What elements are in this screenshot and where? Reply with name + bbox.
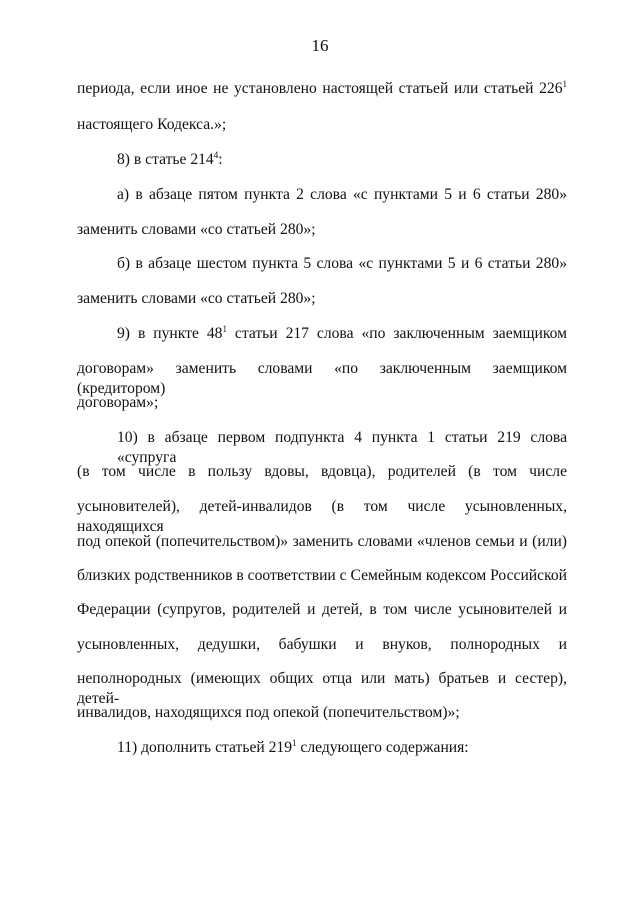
text-line: неполнородных (имеющих общих отца или мать) братьев и сестер), детей- xyxy=(77,670,567,707)
superscript: 1 xyxy=(292,738,297,748)
text-line: договорам»; xyxy=(77,394,159,411)
page-number: 16 xyxy=(311,36,329,55)
text-line: Федерации (супругов, родителей и детей, в том числе усыновителей и xyxy=(77,601,567,618)
text-segment: : xyxy=(218,151,223,168)
text-line: настоящего Кодекса.»; xyxy=(77,116,227,133)
text-line: б) в абзаце шестом пункта 5 слова «с пунктами 5 и 6 статьи 280» xyxy=(117,255,567,272)
text-segment: 8) в статье 214 xyxy=(117,151,214,168)
text-line xyxy=(117,324,567,344)
text-line xyxy=(117,738,567,758)
text-segment: периода, если иное не установлено настоящей статьей или статьей 226 xyxy=(77,80,563,97)
text-line: 10) в абзаце первом подпункта 4 пункта 1 статьи 219 слова «супруга xyxy=(117,429,567,466)
text-segment: статьи 217 слова «по заключенным заемщиком xyxy=(226,325,567,342)
text-segment: следующего содержания: xyxy=(296,739,469,756)
text-line: а) в абзаце пятом пункта 2 слова «с пунктами 5 и 6 статьи 280» xyxy=(117,186,567,203)
text-line: договорам» заменить словами «по заключенным заемщиком (кредитором) xyxy=(77,360,567,397)
text-line: заменить словами «со статьей 280»; xyxy=(77,221,316,238)
text-line: под опекой (попечительством)» заменить словами «членов семьи и (или) xyxy=(77,533,567,550)
text-line: заменить словами «со статьей 280»; xyxy=(77,290,316,307)
text-segment: 9) в пункте 48 xyxy=(117,325,223,342)
text-line: усыновителей), детей-инвалидов (в том числе усыновленных, находящихся xyxy=(77,498,567,535)
text-line xyxy=(77,79,567,99)
text-line xyxy=(117,150,567,170)
superscript: 4 xyxy=(213,150,219,160)
text-segment: 11) дополнить статьей 219 xyxy=(117,739,292,756)
superscript: 1 xyxy=(222,324,227,334)
text-line: усыновленных, дедушки, бабушки и внуков, полнородных и xyxy=(77,636,567,653)
text-line: (в том числе в пользу вдовы, вдовца), родителей (в том числе xyxy=(77,463,567,480)
superscript: 1 xyxy=(562,79,567,89)
text-line: близких родственников в соответствии с Семейным кодексом Российской xyxy=(77,567,567,584)
text-line: инвалидов, находящихся под опекой (попечительством)»; xyxy=(77,704,460,721)
